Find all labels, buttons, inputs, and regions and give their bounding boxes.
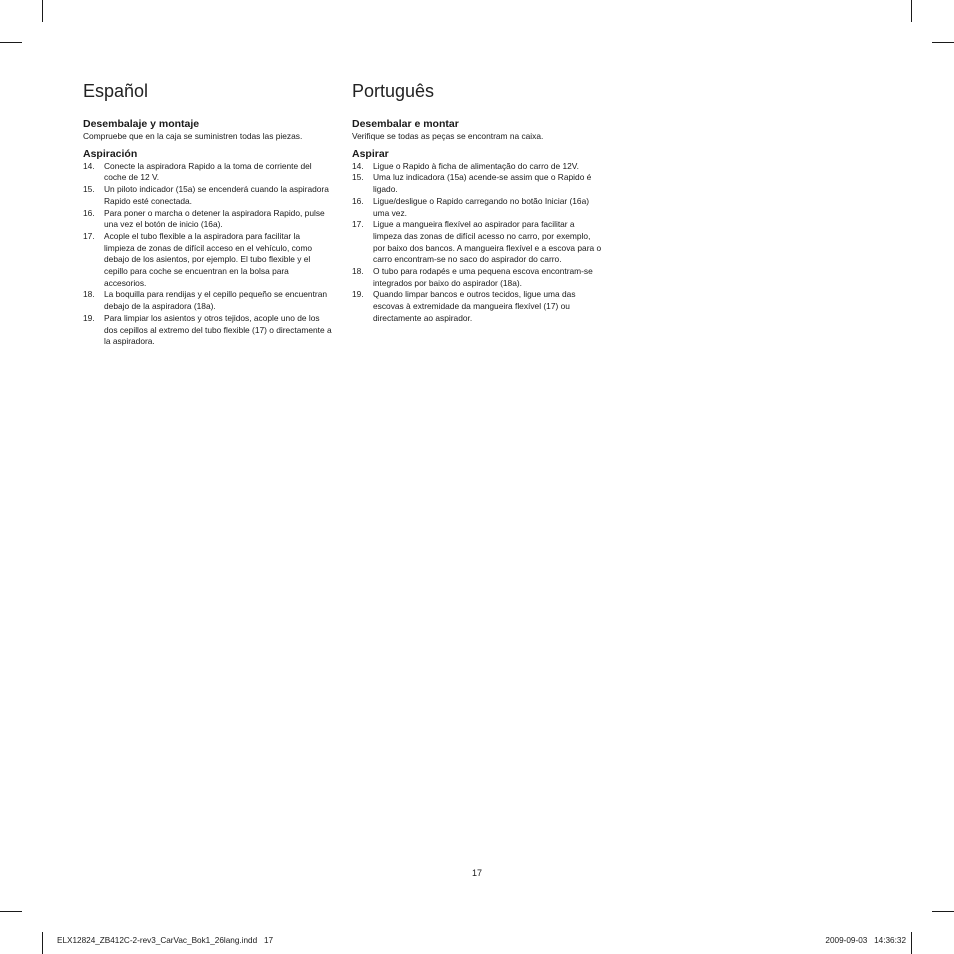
step-text: Acople el tubo flexible a la aspiradora para facilitar la limpieza de zonas de difícil acceso en el vehículo, como debajo de los asientos, por ejemplo. El tubo flexible y el cepillo para coche se encuentran en la bolsa para accesorios. xyxy=(104,230,313,288)
step-text: Un piloto indicador (15a) se encenderá cuando la aspiradora Rapido esté conectada. xyxy=(104,184,329,206)
slug-filename: ELX12824_ZB412C-2-rev3_CarVac_Bok1_26lang.indd 17 xyxy=(57,936,274,945)
step-number: 18. xyxy=(83,289,95,300)
step-number: 17. xyxy=(83,230,95,241)
spanish-vacuum-heading: Aspiración xyxy=(83,147,138,160)
step-number: 19. xyxy=(352,289,364,300)
crop-mark-bottom-left-vertical xyxy=(42,932,43,954)
crop-mark-bottom-right-horizontal xyxy=(932,911,954,912)
page-number: 17 xyxy=(471,868,482,878)
crop-mark-bottom-left-horizontal xyxy=(0,911,22,912)
step-number: 14. xyxy=(352,160,364,171)
slug-timestamp: 2009-09-03 14:36:32 xyxy=(825,936,906,945)
step-text: Conecte la aspiradora Rapido a la toma de corriente del coche de 12 V. xyxy=(104,160,312,183)
list-item xyxy=(352,161,604,173)
crop-mark-bottom-right-vertical xyxy=(911,932,912,954)
list-item xyxy=(352,172,604,195)
crop-mark-top-left-vertical xyxy=(42,0,43,22)
list-item xyxy=(83,208,333,231)
spanish-steps-list xyxy=(83,161,333,348)
step-number: 15. xyxy=(352,172,364,183)
portuguese-unpack-heading: Desembalar e montar xyxy=(352,118,459,130)
step-number: 15. xyxy=(83,184,95,195)
crop-mark-top-right-horizontal xyxy=(932,42,954,43)
spanish-title: Español xyxy=(83,81,149,101)
column-portuguese xyxy=(352,80,604,325)
step-text: Ligue/desligue o Rapido carregando no botão Iniciar (16a) uma vez. xyxy=(373,195,590,218)
step-text: Para limpiar los asientos y otros tejidos, acople uno de los dos cepillos al extremo del tubo flexible (17) o directamente a la aspiradora. xyxy=(104,312,332,347)
list-item xyxy=(83,289,333,312)
step-number: 16. xyxy=(83,207,95,218)
list-item xyxy=(352,219,604,266)
step-text: Para poner o marcha o detener la aspiradora Rapido, pulse una vez el botón de inicio (16a). xyxy=(104,207,325,230)
step-text: O tubo para rodapés e uma pequena escova encontram-se integrados por baixo do aspirador (18a). xyxy=(373,266,593,288)
portuguese-unpack-text: Verifique se todas as peças se encontram na caixa. xyxy=(352,131,544,141)
step-number: 19. xyxy=(83,312,95,323)
step-number: 18. xyxy=(352,266,364,277)
list-item xyxy=(83,184,333,207)
spanish-unpack-heading: Desembalaje y montaje xyxy=(83,118,200,130)
list-item xyxy=(352,266,604,289)
step-text: Uma luz indicadora (15a) acende-se assim que o Rapido é ligado. xyxy=(373,172,592,195)
portuguese-steps-list xyxy=(352,161,604,325)
step-number: 14. xyxy=(83,160,95,171)
step-text: Ligue o Rapido à ficha de alimentação do carro de 12V. xyxy=(373,160,579,171)
list-item xyxy=(83,161,333,184)
step-number: 17. xyxy=(352,219,364,230)
spanish-unpack-text: Compruebe que en la caja se suministren todas las piezas. xyxy=(83,131,303,141)
list-item xyxy=(83,231,333,290)
portuguese-title: Português xyxy=(352,81,435,101)
list-item xyxy=(83,313,333,348)
list-item xyxy=(352,289,604,324)
crop-mark-top-left-horizontal xyxy=(0,42,22,43)
crop-mark-top-right-vertical xyxy=(911,0,912,22)
step-text: La boquilla para rendijas y el cepillo pequeño se encuentran debajo de la aspiradora (18a). xyxy=(104,289,328,312)
portuguese-vacuum-heading: Aspirar xyxy=(352,147,389,160)
column-spanish xyxy=(83,80,333,348)
step-text: Ligue a mangueira flexível ao aspirador para facilitar a limpeza das zonas de difícil acesso no carro, por exemplo, por baixo dos bancos. A mangueira flexível e a escova para o carro encontram-se no saco do aspirador do carro. xyxy=(373,219,602,265)
step-number: 16. xyxy=(352,195,364,206)
step-text: Quando limpar bancos e outros tecidos, ligue uma das escovas à extremidade da mangueira flexível (17) ou directamente ao aspirador. xyxy=(373,289,576,323)
list-item xyxy=(352,196,604,219)
